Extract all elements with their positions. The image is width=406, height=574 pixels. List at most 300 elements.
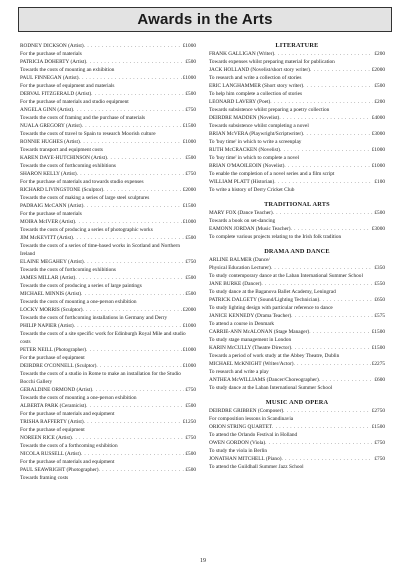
award-amount: £4000 xyxy=(371,115,385,121)
dot-leader xyxy=(77,170,185,178)
award-amount: £2000 xyxy=(182,307,196,313)
award-amount: £1000 xyxy=(182,43,196,49)
dot-leader xyxy=(291,312,373,320)
recipient-line xyxy=(209,407,385,415)
award-entry xyxy=(209,50,385,66)
award-entry xyxy=(209,66,385,82)
award-purpose: Towards a period of work study at the Abbey Theatre, Dublin xyxy=(209,353,340,359)
recipient-name: ALBERTA PARK (Ceramicist) xyxy=(20,403,87,409)
recipient-line xyxy=(209,130,385,138)
award-purpose: Towards the costs of a site specific work for Edinburgh Royal Mile and studio costs xyxy=(20,331,186,345)
recipient-name: MOIRA McIVER (Artist) xyxy=(20,219,76,225)
award-purpose: For composition lessons in Scandinavia xyxy=(209,416,294,422)
award-amount: £2000 xyxy=(371,67,385,73)
recipient-name: JANICE KENNEDY (Drama Teacher) xyxy=(209,313,292,319)
dot-leader xyxy=(279,114,370,122)
recipient-name: MARY FOX (Dance Teacher) xyxy=(209,210,273,216)
award-entry xyxy=(20,362,196,386)
award-entry xyxy=(209,423,385,439)
recipient-name: PETER NEILL (Photographer) xyxy=(20,347,86,353)
dot-leader xyxy=(91,90,184,98)
recipient-line xyxy=(20,138,196,146)
dot-leader xyxy=(99,466,185,474)
award-purpose: Towards the costs of mounting an exhibition xyxy=(20,67,115,73)
award-purpose: Towards subsistence whilst completing a novel xyxy=(209,123,309,129)
award-amount: £1000 xyxy=(182,323,196,329)
recipient-line xyxy=(209,280,385,288)
award-purpose: Towards the costs of forthcoming exhibitions xyxy=(20,267,116,273)
recipient-name: PADRAIG McCANN (Artist) xyxy=(20,203,84,209)
recipient-line xyxy=(20,170,196,178)
recipient-name: PAUL FINNEGAN (Artist) xyxy=(20,75,79,81)
recipient-line xyxy=(209,98,385,106)
dot-leader xyxy=(261,280,373,288)
recipient-line xyxy=(20,74,196,82)
award-purpose: To study the viola in Berlin xyxy=(209,448,268,454)
award-amount: £500 xyxy=(185,451,196,457)
dot-leader xyxy=(75,274,184,282)
title-banner xyxy=(18,7,392,32)
award-amount: £100 xyxy=(374,179,385,185)
recipient-line xyxy=(20,402,196,410)
recipient-line xyxy=(209,264,385,272)
award-amount: £1000 xyxy=(182,363,196,369)
award-amount: £750 xyxy=(374,440,385,446)
award-purpose: For the purchase of materials and equipment xyxy=(20,459,115,465)
dot-leader xyxy=(83,202,181,210)
dot-leader xyxy=(81,450,185,458)
award-purpose: To attend the Guildhall Summer Jazz School xyxy=(209,464,304,470)
award-amount: £1500 xyxy=(371,345,385,351)
recipient-name: JIM McKEVITT (Artist) xyxy=(20,235,73,241)
award-purpose: Towards the costs of a forthcoming exhibition xyxy=(20,443,118,449)
recipient-name: PATRICK DALGETY (Sound/Lighting Technician) xyxy=(209,297,320,303)
award-purpose: To write a history of Derry Cricket Club xyxy=(209,187,295,193)
dot-leader xyxy=(86,58,184,66)
award-purpose: For the purchase of materials and equipment xyxy=(20,411,115,417)
recipient-name: JONATHAN MITCHELL (Piano) xyxy=(209,456,282,462)
dot-leader xyxy=(274,50,373,58)
recipient-line xyxy=(20,234,196,242)
recipient-line xyxy=(20,450,196,458)
award-entry xyxy=(209,280,385,296)
award-entry xyxy=(20,170,196,186)
award-entry xyxy=(209,376,385,392)
recipient-name: MICHAEL MINNIS (Artist) xyxy=(20,291,82,297)
award-amount: £1500 xyxy=(182,203,196,209)
recipient-line xyxy=(20,362,196,370)
award-purpose: Towards expenses whilst preparing material for publication xyxy=(209,59,335,65)
dot-leader xyxy=(294,360,371,368)
award-amount: £500 xyxy=(185,467,196,473)
dot-leader xyxy=(96,362,181,370)
recipient-name: PHILIP NAPIER (Artist) xyxy=(20,323,74,329)
award-purpose: Towards framing costs xyxy=(20,475,69,481)
award-purpose: To study dance at the Baganova Ballet Academy, Leningrad xyxy=(209,289,336,295)
award-amount: £500 xyxy=(185,59,196,65)
award-entry xyxy=(20,186,196,202)
award-amount: £1000 xyxy=(182,75,196,81)
award-entry xyxy=(209,407,385,423)
dot-leader xyxy=(283,407,371,415)
dot-leader xyxy=(319,376,374,384)
dot-leader xyxy=(281,455,373,463)
recipient-line xyxy=(20,434,196,442)
award-purpose: Towards a book on set-dancing xyxy=(209,218,276,224)
recipient-line xyxy=(209,146,385,154)
recipient-line xyxy=(209,344,385,352)
award-entry xyxy=(20,58,196,74)
award-purpose: For the purchase of equipment xyxy=(20,427,85,433)
recipient-line xyxy=(209,256,385,264)
award-entry xyxy=(20,42,196,58)
page-title: Awards in the Arts xyxy=(137,11,273,28)
award-amount: £650 xyxy=(374,297,385,303)
award-purpose: Towards the costs of framing and the purchase of materials xyxy=(20,115,146,121)
award-amount: £200 xyxy=(374,51,385,57)
recipient-name: CARRIE-ANN McALONAN (Stage Manager) xyxy=(209,329,310,335)
recipient-name: EAMONN JORDAN (Music Teacher) xyxy=(209,226,291,232)
recipient-line xyxy=(20,386,196,394)
award-purpose: Towards the costs of a studio in Rome to make an installation for the Studio Bocchi Gallery xyxy=(20,371,181,385)
award-amount: £750 xyxy=(185,171,196,177)
award-amount: £500 xyxy=(185,235,196,241)
recipient-line xyxy=(20,290,196,298)
award-entry xyxy=(209,360,385,376)
award-purpose: To research and write a play xyxy=(209,369,269,375)
award-amount: £1000 xyxy=(182,139,196,145)
recipient-line xyxy=(20,202,196,210)
award-purpose: To attend a course in Denmark xyxy=(209,321,275,327)
recipient-name: RUTH McCRACKEN (Novelist) xyxy=(209,147,280,153)
recipient-name: DEIRDRE O'CONNELL (Sculptor) xyxy=(20,363,97,369)
award-purpose: To 'buy time' in which to complete a novel xyxy=(209,155,300,161)
dot-leader xyxy=(86,402,184,410)
award-amount: £750 xyxy=(185,435,196,441)
dot-leader xyxy=(272,423,371,431)
award-purpose: Towards the costs of forthcoming exhibitions xyxy=(20,163,116,169)
recipient-line xyxy=(20,466,196,474)
award-purpose: To enable the completion of a novel series and a film script xyxy=(209,171,335,177)
dot-leader xyxy=(78,74,181,82)
recipient-line xyxy=(20,106,196,114)
section-heading: DRAMA AND DANCE xyxy=(264,248,330,255)
award-entry xyxy=(20,138,196,154)
award-entry xyxy=(20,122,196,138)
award-amount: £575 xyxy=(374,313,385,319)
award-purpose: For the purchase of equipment xyxy=(20,355,85,361)
recipient-name: NOREEN RICE (Artist) xyxy=(20,435,72,441)
recipient-name: ORION STRING QUARTET xyxy=(209,424,272,430)
award-entry xyxy=(209,130,385,146)
dot-leader xyxy=(80,138,182,146)
section-heading: TRADITIONAL ARTS xyxy=(264,201,330,208)
dot-leader xyxy=(303,82,373,90)
dot-leader xyxy=(84,258,185,266)
dot-leader xyxy=(81,290,184,298)
award-entry xyxy=(20,202,196,218)
dot-leader xyxy=(86,346,182,354)
recipient-name: NICOLA RUSSELL (Artist) xyxy=(20,451,81,457)
recipient-name: FRANK GALLIGAN (Writer) xyxy=(209,51,275,57)
recipient-name: DEIRDRE GRIBBEN (Composer) xyxy=(209,408,284,414)
recipient-name: GERALDINE ORMOND (Artist) xyxy=(20,387,93,393)
award-purpose: Towards the costs of mounting a one-person exhibition xyxy=(20,299,137,305)
recipient-line xyxy=(20,346,196,354)
recipient-line xyxy=(20,90,196,98)
recipient-name: PATRICIA DOHERTY (Artist) xyxy=(20,59,87,65)
award-entry xyxy=(20,290,196,306)
dot-leader xyxy=(84,418,182,426)
recipient-line xyxy=(20,218,196,226)
section-heading: LITERATURE xyxy=(275,42,319,49)
award-purpose: To complete various projects relating to the Irish folk tradition xyxy=(209,234,342,240)
award-entry xyxy=(209,114,385,130)
dot-leader xyxy=(107,154,185,162)
dot-leader xyxy=(74,322,182,330)
award-purpose: Towards subsistence whilst preparing a poetry collection xyxy=(209,107,330,113)
award-purpose: Towards transport and equipment costs xyxy=(20,147,103,153)
award-entry xyxy=(20,306,196,322)
recipient-name: RONNIE HUGHES (Artist) xyxy=(20,139,80,145)
dot-leader xyxy=(274,178,373,186)
award-entry xyxy=(209,296,385,312)
award-purpose: To 'buy time' in which to write a screenplay xyxy=(209,139,302,145)
award-amount: £750 xyxy=(185,259,196,265)
award-amount: £3000 xyxy=(371,131,385,137)
recipient-line xyxy=(209,162,385,170)
page-number: 19 xyxy=(200,558,206,564)
dot-leader xyxy=(284,162,370,170)
award-amount: £1250 xyxy=(182,419,196,425)
award-amount: £500 xyxy=(185,291,196,297)
award-entry xyxy=(209,256,385,264)
dot-leader xyxy=(265,439,373,447)
recipient-line xyxy=(20,58,196,66)
recipient-name: ARLINE BALMER (Dance/ xyxy=(209,257,270,263)
award-purpose: Towards the costs of making a series of large steel sculptures xyxy=(20,195,150,201)
recipient-line xyxy=(209,455,385,463)
award-amount: £2000 xyxy=(182,187,196,193)
dot-leader xyxy=(73,106,184,114)
award-entry xyxy=(20,154,196,170)
award-purpose: Towards the costs of forthcoming installations in Germany and Derry xyxy=(20,315,168,321)
award-purpose: Towards the costs of a series of time-based works in Scotland and Northern Ireland xyxy=(20,243,180,257)
recipient-line xyxy=(20,322,196,330)
award-amount: £1000 xyxy=(182,347,196,353)
award-entry xyxy=(20,386,196,402)
recipient-name: ANGELA GINN (Artist) xyxy=(20,107,73,113)
recipient-name: JANE BURKE (Dancer) xyxy=(209,281,262,287)
recipient-line xyxy=(209,312,385,320)
recipient-line xyxy=(209,376,385,384)
recipient-line xyxy=(209,209,385,217)
award-purpose: Towards the costs of producing a series of photographic works xyxy=(20,227,153,233)
award-entry xyxy=(20,402,196,418)
right-column xyxy=(209,42,385,471)
dot-leader xyxy=(270,98,373,106)
award-amount: £750 xyxy=(185,387,196,393)
award-amount: £350 xyxy=(374,265,385,271)
award-purpose: To study contemporary dance at the Laban International Summer School xyxy=(209,273,363,279)
award-amount: £1000 xyxy=(371,163,385,169)
recipient-line xyxy=(209,296,385,304)
recipient-line xyxy=(20,418,196,426)
recipient-line xyxy=(20,258,196,266)
award-entry xyxy=(20,434,196,450)
award-amount: £500 xyxy=(185,403,196,409)
dot-leader xyxy=(73,234,185,242)
dot-leader xyxy=(280,146,371,154)
award-purpose: Towards the costs of mounting a one-person exhibition xyxy=(20,395,137,401)
award-entry xyxy=(20,258,196,274)
award-purpose: To study lighting design with particular reference to dance xyxy=(209,305,333,311)
award-amount: £3000 xyxy=(371,226,385,232)
award-amount: £1500 xyxy=(371,424,385,430)
award-purpose: To study stage management in London xyxy=(209,337,292,343)
recipient-line xyxy=(20,306,196,314)
recipient-name: LEONARD LAVERY (Poet) xyxy=(209,99,271,105)
left-column xyxy=(20,42,196,482)
dot-leader xyxy=(290,225,370,233)
recipient-line xyxy=(20,274,196,282)
award-purpose: For the purchase of materials xyxy=(20,51,82,57)
award-entry xyxy=(20,274,196,290)
recipient-name: TRISHA RAFFERTY (Artist) xyxy=(20,419,84,425)
award-amount: £500 xyxy=(374,210,385,216)
recipient-name: Physical Education Lecturer) xyxy=(209,265,271,271)
section-heading: MUSIC AND OPERA xyxy=(265,399,329,406)
recipient-line xyxy=(20,186,196,194)
award-entry xyxy=(209,312,385,328)
award-amount: £500 xyxy=(185,155,196,161)
award-entry xyxy=(209,439,385,455)
award-purpose: To study dance at the Laban International Summer School xyxy=(209,385,333,391)
recipient-name: PAUL SEAWRIGHT (Photographer) xyxy=(20,467,99,473)
award-entry xyxy=(20,418,196,434)
award-entry xyxy=(20,90,196,106)
recipient-line xyxy=(209,328,385,336)
recipient-line xyxy=(209,360,385,368)
dot-leader xyxy=(82,122,182,130)
recipient-name: KAREN DAYE-HUTCHINSON (Artist) xyxy=(20,155,107,161)
award-amount: £200 xyxy=(374,99,385,105)
award-entry xyxy=(20,466,196,482)
award-amount: £500 xyxy=(374,83,385,89)
recipient-name: ELAINE MEGAHEY (Artist) xyxy=(20,259,84,265)
dot-leader xyxy=(310,66,371,74)
dot-leader xyxy=(291,344,371,352)
recipient-line xyxy=(209,82,385,90)
recipient-name: RICHARD LIVINGSTONE (Sculptor) xyxy=(20,187,104,193)
recipient-line xyxy=(209,178,385,186)
recipient-line xyxy=(20,42,196,50)
award-amount: £1000 xyxy=(371,147,385,153)
dot-leader xyxy=(103,186,182,194)
award-entry xyxy=(209,344,385,360)
recipient-line xyxy=(209,439,385,447)
recipient-name: RODNEY DICKSON (Artist) xyxy=(20,43,84,49)
award-entry xyxy=(209,82,385,98)
award-purpose: Towards the costs of travel to Spain to research Moorish culture xyxy=(20,131,156,137)
award-entry xyxy=(20,346,196,362)
award-entry xyxy=(209,328,385,344)
recipient-line xyxy=(20,122,196,130)
award-entry xyxy=(20,322,196,346)
award-entry xyxy=(20,218,196,234)
recipient-name: JAMES MILLAR (Artist) xyxy=(20,275,76,281)
dot-leader xyxy=(75,218,182,226)
dot-leader xyxy=(92,386,184,394)
award-entry xyxy=(20,234,196,258)
award-entry xyxy=(20,106,196,122)
recipient-line xyxy=(209,50,385,58)
recipient-name: BRIAN McVERA (Playwright/Scriptwriter) xyxy=(209,131,303,137)
dot-leader xyxy=(84,42,182,50)
recipient-line xyxy=(209,114,385,122)
recipient-name: MICHAEL McKNIGHT (Writer/Actor) xyxy=(209,361,294,367)
recipient-name: NUALA GREGORY (Artist) xyxy=(20,123,82,129)
award-entry xyxy=(209,162,385,178)
award-entry xyxy=(209,455,385,471)
award-amount: £1500 xyxy=(371,329,385,335)
award-entry xyxy=(209,146,385,162)
dot-leader xyxy=(271,264,374,272)
recipient-line xyxy=(209,66,385,74)
award-amount: £500 xyxy=(185,91,196,97)
recipient-name: KARIN McCULLY (Theatre Director) xyxy=(209,345,292,351)
award-purpose: For the purchase of equipment and materials xyxy=(20,83,115,89)
award-entry xyxy=(209,225,385,241)
dot-leader xyxy=(72,434,185,442)
award-entry xyxy=(209,264,385,280)
recipient-name: SHARON KELLY (Artist) xyxy=(20,171,77,177)
award-entry xyxy=(209,178,385,194)
award-entry xyxy=(209,98,385,114)
dot-leader xyxy=(303,130,371,138)
award-purpose: For the purchase of materials xyxy=(20,211,82,217)
recipient-line xyxy=(209,225,385,233)
recipient-name: DERVAL FITZGERALD (Artist) xyxy=(20,91,92,97)
award-amount: £750 xyxy=(374,456,385,462)
recipient-line xyxy=(209,423,385,431)
award-amount: £550 xyxy=(374,281,385,287)
award-purpose: To attend the Orlando Festival in Holland xyxy=(209,432,298,438)
award-purpose: To help him complete a collection of stories xyxy=(209,91,303,97)
award-purpose: For the purchase of materials and studio equipment xyxy=(20,99,129,105)
dot-leader xyxy=(273,209,374,217)
recipient-line xyxy=(20,154,196,162)
award-entry xyxy=(209,209,385,225)
award-amount: £1500 xyxy=(182,123,196,129)
award-purpose: Towards the costs of producing a series of large paintings xyxy=(20,283,142,289)
dot-leader xyxy=(309,328,371,336)
award-amount: £500 xyxy=(185,275,196,281)
award-amount: £2750 xyxy=(371,408,385,414)
award-purpose: For the purchase of materials and towards studio expenses xyxy=(20,179,144,185)
award-amount: £750 xyxy=(185,107,196,113)
recipient-name: DEIRDRE MADDEN (Novelist) xyxy=(209,115,280,121)
recipient-name: OWEN GORDON (Viola) xyxy=(209,440,266,446)
recipient-name: BRIAN O'MAOILEOIN (Novelist) xyxy=(209,163,285,169)
award-amount: £600 xyxy=(374,377,385,383)
dot-leader xyxy=(82,306,181,314)
dot-leader xyxy=(319,296,373,304)
recipient-name: WILLIAM PLATT (Historian) xyxy=(209,179,275,185)
award-purpose: To research and write a collection of stories xyxy=(209,75,302,81)
award-amount: £2275 xyxy=(371,361,385,367)
award-entry xyxy=(20,74,196,90)
